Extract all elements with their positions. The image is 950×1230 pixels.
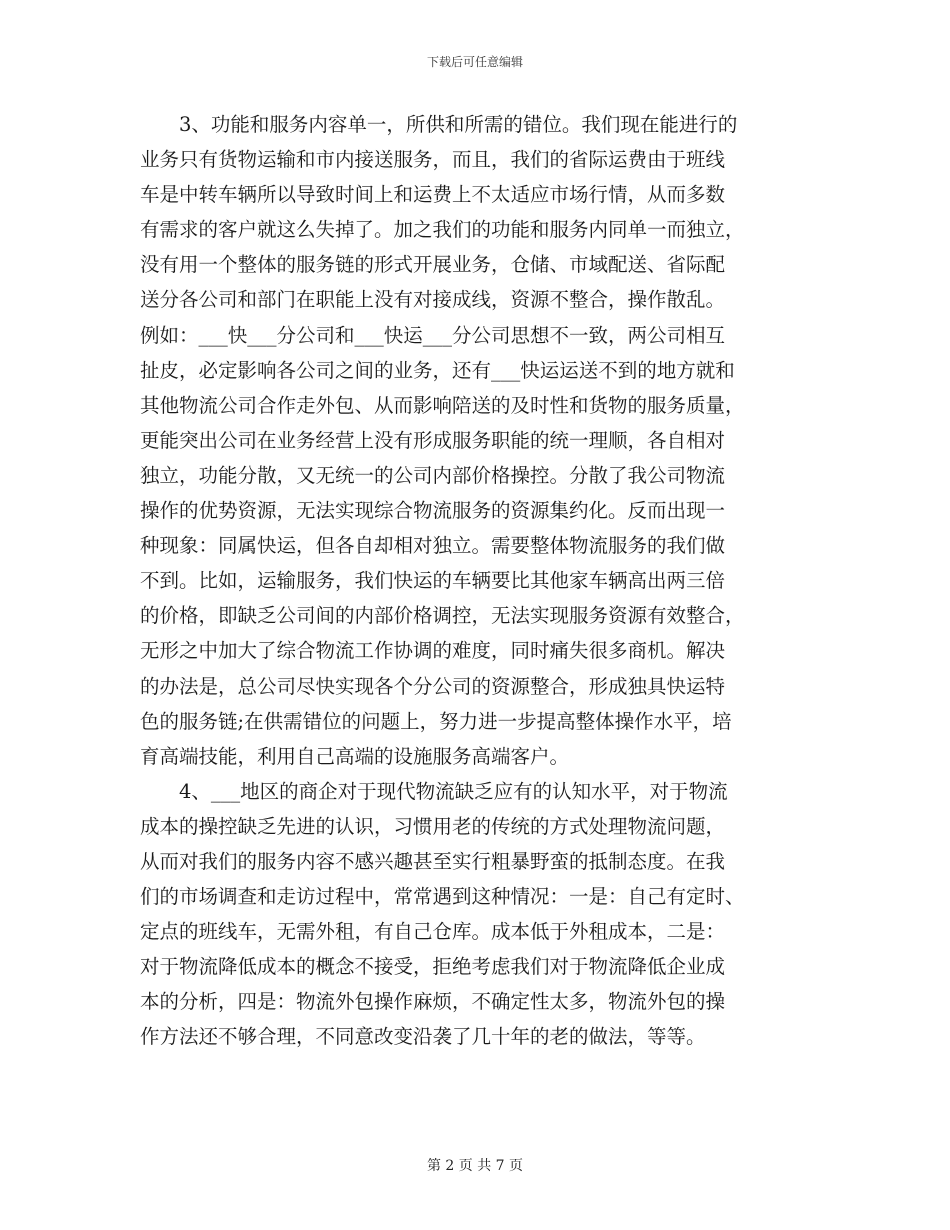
text-line: 作方法还不够合理，不同意改变沿袭了几十年的老的做法，等等。 <box>140 1025 706 1049</box>
text-line: 本的分析，四是：物流外包操作麻烦，不确定性太多，物流外包的操 <box>140 990 726 1014</box>
text-line: 独立，功能分散，又无统一的公司内部价格操控。分散了我公司物流 <box>140 463 726 487</box>
text-line: 车是中转车辆所以导致时间上和运费上不太适应市场行情，从而多数 <box>140 183 726 207</box>
text-line: 成本的操控缺乏先进的认识，习惯用老的传统的方式处理物流问题， <box>140 814 726 838</box>
text-line: 色的服务链;在供需错位的问题上，努力进一步提高整体操作水平，培 <box>140 709 732 733</box>
text-line: 有需求的客户就这么失掉了。加之我们的功能和服务内同单一而独立， <box>140 218 745 242</box>
text-line: 送分各公司和部门在职能上没有对接成线，资源不整合，操作散乱。 <box>140 288 726 312</box>
text-line: 例如：___快___分公司和___快运___分公司思想不一致，两公司相互 <box>140 323 726 347</box>
text-line: 4、___地区的商企对于现代物流缺乏应有的认知水平，对于物流 <box>140 779 728 803</box>
text-line: 操作的优势资源，无法实现综合物流服务的资源集约化。反而出现一 <box>140 499 726 523</box>
text-line: 定点的班线车，无需外租，有自己仓库。成本低于外租成本，二是： <box>140 920 726 944</box>
text-line: 的价格，即缺乏公司间的内部价格调控，无法实现服务资源有效整合， <box>140 604 745 628</box>
text-line: 种现象：同属快运，但各自却相对独立。需要整体物流服务的我们做 <box>140 534 726 558</box>
text-line: 其他物流公司合作走外包、从而影响陪送的及时性和货物的服务质量， <box>140 393 745 417</box>
text-line: 对于物流降低成本的概念不接受，拒绝考虑我们对于物流降低企业成 <box>140 955 726 979</box>
text-line: 育高端技能，利用自己高端的设施服务高端客户。 <box>140 744 570 768</box>
text-line: 的办法是，总公司尽快实现各个分公司的资源整合，形成独具快运特 <box>140 674 726 698</box>
text-line: 们的市场调查和走访过程中，常常遇到这种情况：一是：自己有定时、 <box>140 885 745 909</box>
text-line: 更能突出公司在业务经营上没有形成服务职能的统一理顺，各自相对 <box>140 428 726 452</box>
text-line: 业务只有货物运输和市内接送服务，而且，我们的省际运费由于班线 <box>140 148 726 172</box>
text-line: 从而对我们的服务内容不感兴趣甚至实行粗暴野蛮的抵制态度。在我 <box>140 849 726 873</box>
document-body <box>140 107 820 1055</box>
page-header: 下载后可任意编辑 <box>426 55 523 69</box>
text-line: 没有用一个整体的服务链的形式开展业务，仓储、市域配送、省际配 <box>140 253 726 277</box>
text-line: 扯皮，必定影响各公司之间的业务，还有___快运运送不到的地方就和 <box>140 358 735 382</box>
text-line: 不到。比如，运输服务，我们快运的车辆要比其他家车辆高出两三倍 <box>140 569 726 593</box>
page-footer: 第 2 页 共 7 页 <box>426 1158 524 1174</box>
text-line: 无形之中加大了综合物流工作协调的难度，同时痛失很多商机。解决 <box>140 639 726 663</box>
text-line: 3、功能和服务内容单一，所供和所需的错位。我们现在能进行的 <box>140 113 738 136</box>
